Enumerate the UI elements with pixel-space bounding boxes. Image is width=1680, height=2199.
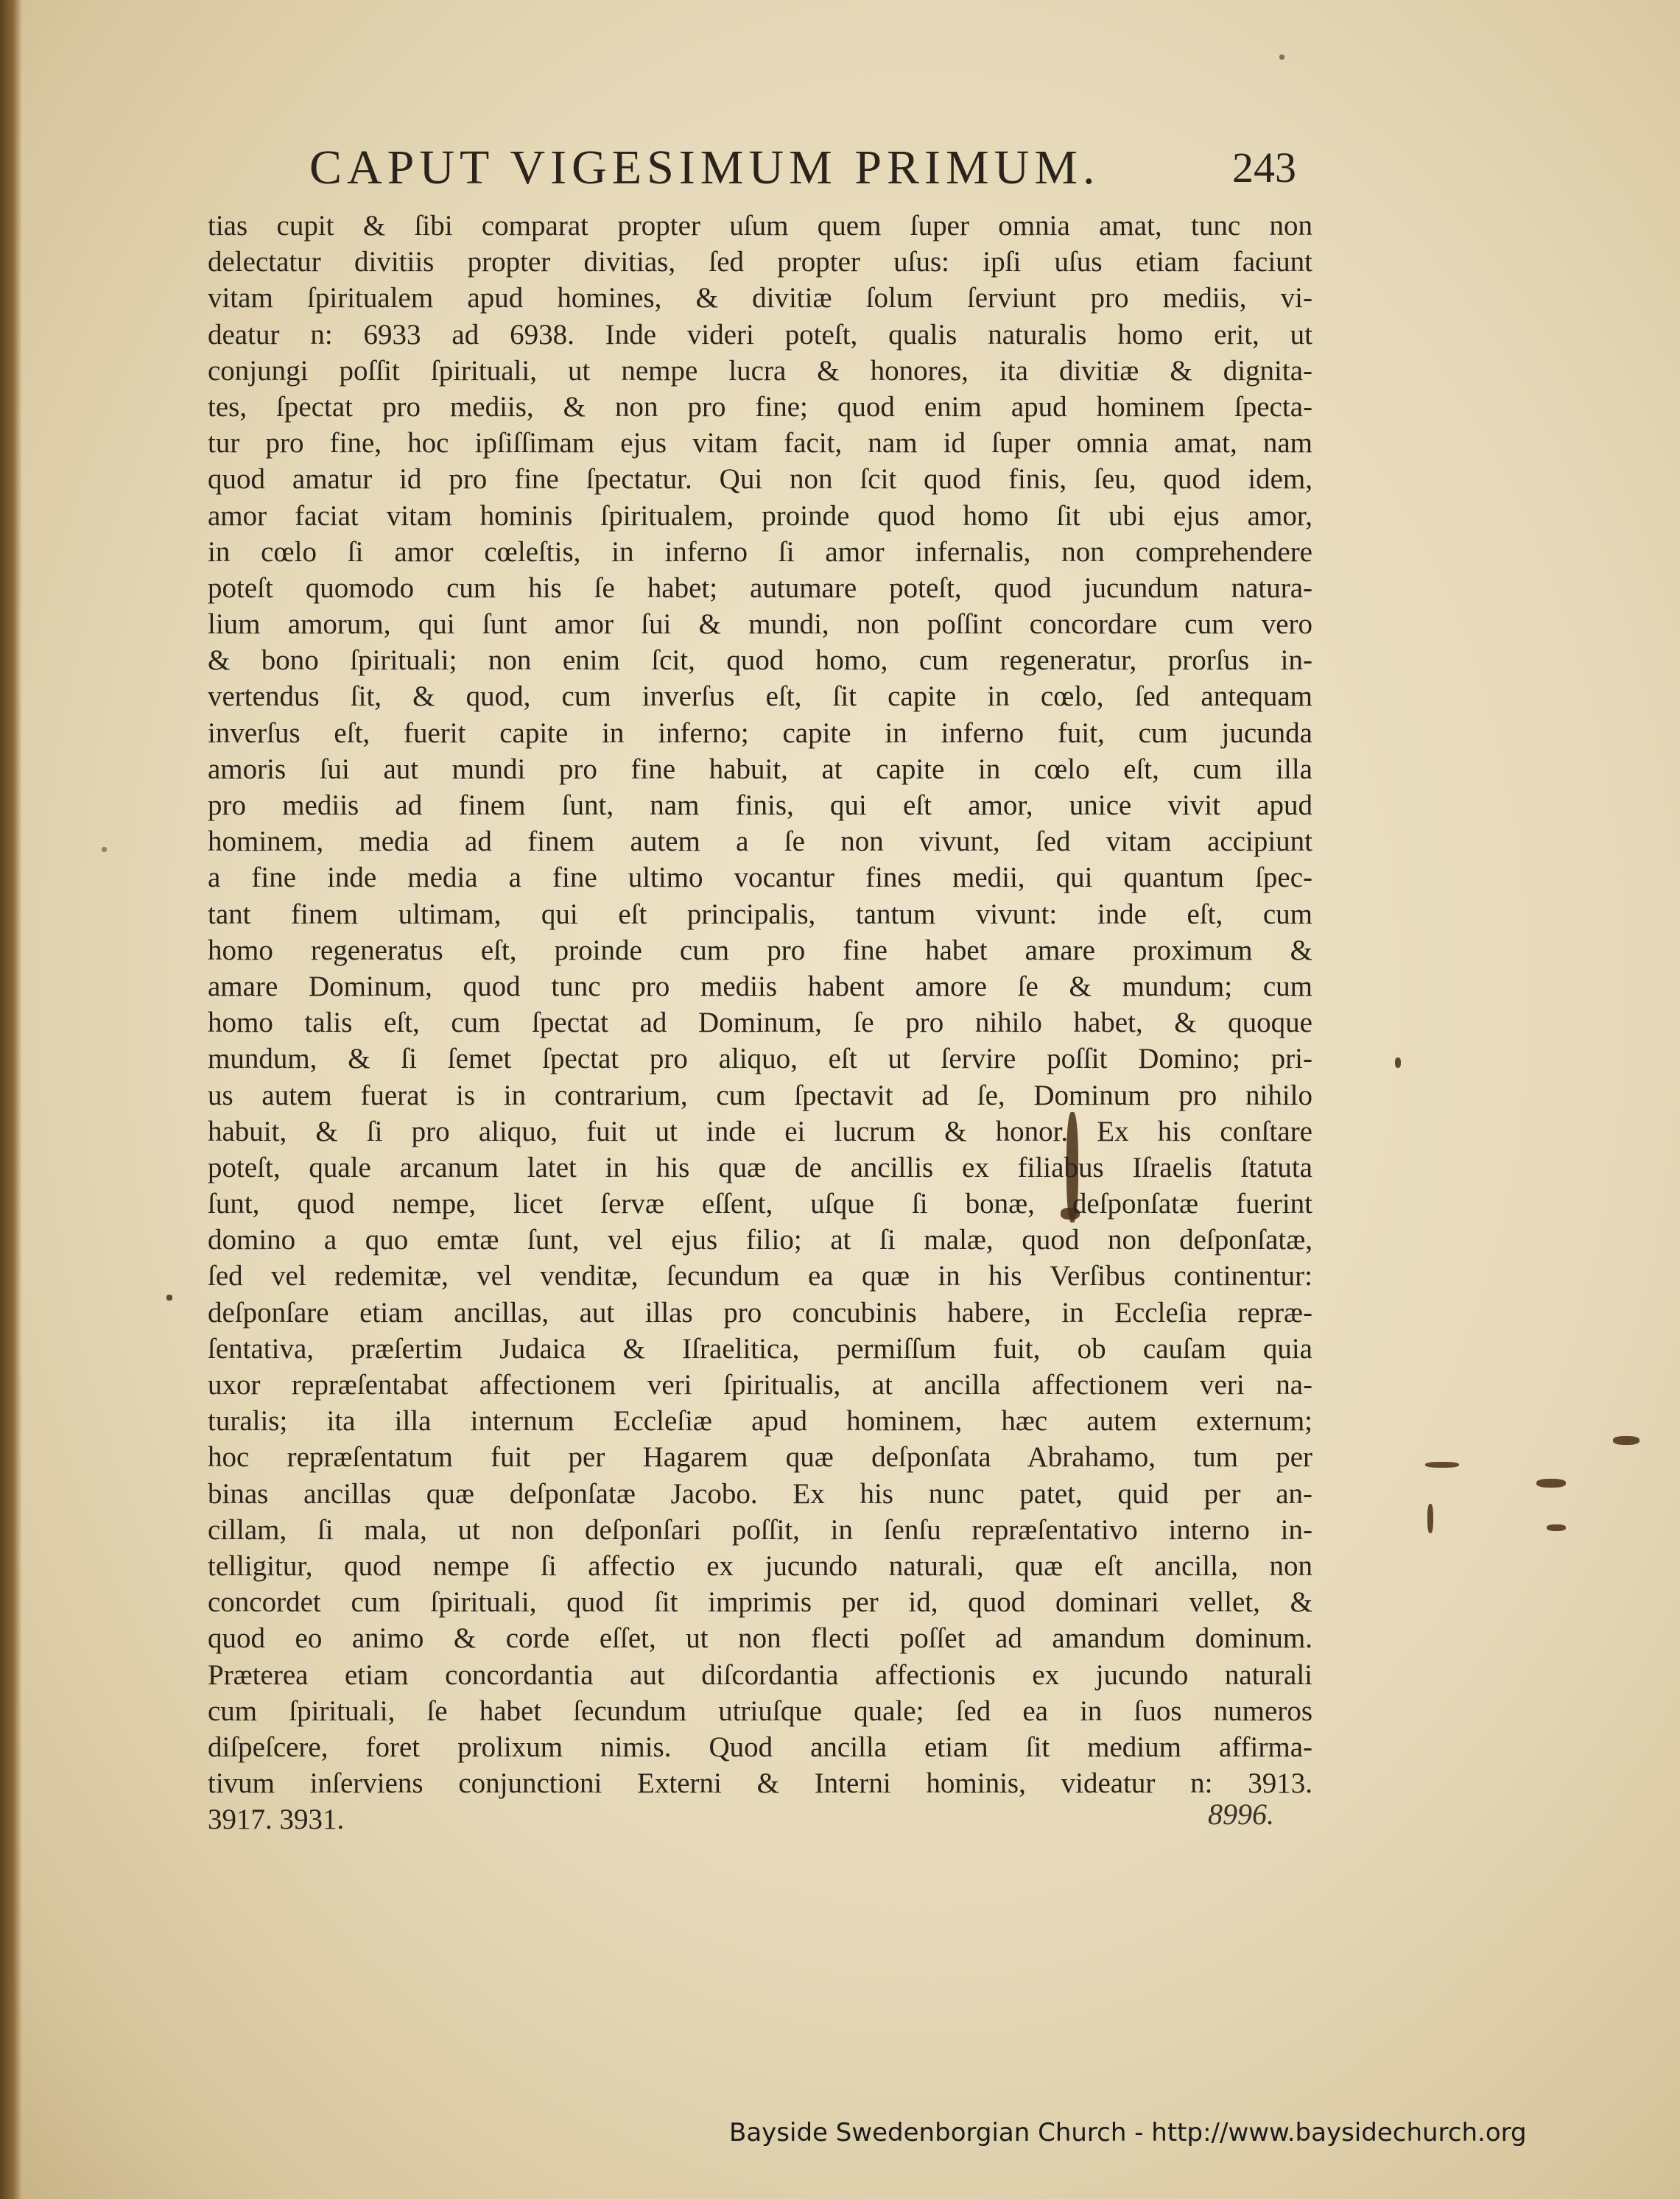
ink-stain [1279, 54, 1284, 60]
text-line: a fine inde media a fine ultimo vocantur fines medii, qui quantum ſpec- [208, 862, 1312, 894]
text-line: homo regeneratus eſt, proinde cum pro fine habet amare proximum & [208, 934, 1312, 966]
ink-stain [1427, 1504, 1433, 1533]
text-line: pro mediis ad finem ſunt, nam finis, qui eſt amor, unice vivit apud [208, 789, 1312, 821]
book-binding-edge [0, 0, 22, 2199]
text-line: tias cupit & ſibi comparat propter uſum quem ſuper omnia amat, tunc non [208, 210, 1312, 242]
text-line: concordet cum ſpirituali, quod ſit imprimis per id, quod dominari vellet, & [208, 1586, 1312, 1619]
text-line: delectatur divitiis propter divitias, ſed propter uſus: ipſi uſus etiam faciunt [208, 246, 1312, 278]
page-number: 243 [1232, 144, 1296, 191]
margin-reference: 8996. [1208, 1798, 1274, 1831]
text-line: hoc repræſentatum fuit per Hagarem quæ deſponſata Abrahamo, tum per [208, 1441, 1312, 1474]
text-line: tivum inſerviens conjunctioni Externi & Interni hominis, videatur n: 3913. [208, 1767, 1312, 1800]
text-line: ſed vel redemitæ, vel venditæ, ſecundum ea quæ in his Verſibus continentur: [208, 1260, 1312, 1292]
text-line: quod amatur id pro fine ſpectatur. Qui non ſcit quod finis, ſeu, quod idem, [208, 463, 1312, 496]
text-line: tes, ſpectat pro mediis, & non pro fine; quod enim apud hominem ſpecta- [208, 390, 1312, 423]
text-line: conjungi poſſit ſpirituali, ut nempe lucra & honores, ita divitiæ & dignita- [208, 354, 1312, 387]
text-line: homo talis eſt, cum ſpectat ad Dominum, ſe pro nihilo habet, & quoque [208, 1007, 1312, 1039]
text-line: poteſt quomodo cum his ſe habet; autumare poteſt, quod jucundum natura- [208, 571, 1312, 604]
text-line: Præterea etiam concordantia aut diſcordantia affectionis ex jucundo naturali [208, 1658, 1312, 1691]
text-line: poteſt, quale arcanum latet in his quæ de ancillis ex filiabus Iſraelis ſtatuta [208, 1151, 1312, 1183]
text-line: vertendus ſit, & quod, cum inverſus eſt, ſit capite in cœlo, ſed antequam [208, 680, 1312, 713]
text-line: amor faciat vitam hominis ſpiritualem, proinde quod homo ſit ubi ejus amor, [208, 499, 1312, 532]
text-line: cum ſpirituali, ſe habet ſecundum utriuſque quale; ſed ea in ſuos numeros [208, 1695, 1312, 1727]
text-line: mundum, & ſi ſemet ſpectat pro aliquo, eſt ut ſervire poſſit Domino; pri- [208, 1043, 1312, 1075]
text-line: ſunt, quod nempe, licet ſervæ eſſent, uſque ſi bonæ, deſponſatæ fuerint [208, 1188, 1312, 1220]
ink-stain [1425, 1462, 1459, 1468]
footer-credit: Bayside Swedenborgian Church - http://www.baysidechurch.org [729, 2118, 1527, 2147]
text-line: domino a quo emtæ ſunt, vel ejus filio; at ſi malæ, quod non deſponſatæ, [208, 1224, 1312, 1256]
text-line: amoris ſui aut mundi pro fine habuit, at capite in cœlo eſt, cum illa [208, 753, 1312, 785]
text-line-last: 3917. 3931. [208, 1804, 345, 1836]
text-line: quod eo animo & corde eſſet, ut non flecti poſſet ad amandum dominum. [208, 1622, 1312, 1655]
text-line: in cœlo ſi amor cœleſtis, in inferno ſi amor infernalis, non comprehendere [208, 535, 1312, 568]
text-line: deſponſare etiam ancillas, aut illas pro concubinis habere, in Eccleſia repræ- [208, 1296, 1312, 1329]
text-line: us autem fuerat is in contrarium, cum ſpectavit ad ſe, Dominum pro nihilo [208, 1079, 1312, 1111]
text-line: telligitur, quod nempe ſi affectio ex jucundo naturali, quæ eſt ancilla, non [208, 1549, 1312, 1582]
text-line: tur pro fine, hoc ipſiſſimam ejus vitam facit, nam id ſuper omnia amat, nam [208, 427, 1312, 460]
text-line: deatur n: 6933 ad 6938. Inde videri poteſt, qualis naturalis homo erit, ut [208, 318, 1312, 351]
text-line: inverſus eſt, fuerit capite in inferno; capite in inferno fuit, cum jucunda [208, 717, 1312, 749]
text-line: ſentativa, præſertim Judaica & Iſraelitica, permiſſum fuit, ob cauſam quia [208, 1332, 1312, 1365]
page-header [309, 140, 1296, 199]
text-line: diſpeſcere, foret prolixum nimis. Quod ancilla etiam ſit medium affirma- [208, 1731, 1312, 1763]
running-title: CAPUT VIGESIMUM PRIMUM. [309, 141, 1100, 194]
text-line: turalis; ita illa internum Eccleſiæ apud hominem, hæc autem externum; [208, 1405, 1312, 1438]
body-text [208, 208, 1312, 1837]
ink-stain [102, 847, 107, 852]
text-line: vitam ſpiritualem apud homines, & divitiæ ſolum ſerviunt pro mediis, vi- [208, 282, 1312, 314]
ink-stain [1395, 1058, 1401, 1068]
text-line: habuit, & ſi pro aliquo, fuit ut inde ei lucrum & honor. Ex his conſtare [208, 1115, 1312, 1147]
text-line: cillam, ſi mala, ut non deſponſari poſſit, in ſenſu repræſentativo interno in- [208, 1513, 1312, 1546]
text-line: & bono ſpirituali; non enim ſcit, quod homo, cum regeneratur, prorſus in- [208, 644, 1312, 677]
text-line: amare Dominum, quod tunc pro mediis habent amore ſe & mundum; cum [208, 970, 1312, 1002]
text-line: binas ancillas quæ deſponſatæ Jacobo. Ex his nunc patet, quid per an- [208, 1477, 1312, 1510]
text-line: lium amorum, qui ſunt amor ſui & mundi, non poſſint concordare cum vero [208, 608, 1312, 641]
text-line: uxor repræſentabat affectionem veri ſpiritualis, at ancilla affectionem veri na- [208, 1369, 1312, 1401]
ink-stain [166, 1295, 172, 1301]
text-line: hominem, media ad finem autem a ſe non vivunt, ſed vitam accipiunt [208, 826, 1312, 858]
ink-stain [1536, 1479, 1566, 1488]
text-line: tant finem ultimam, qui eſt principalis, tantum vivunt: inde eſt, cum [208, 898, 1312, 930]
ink-stain [1547, 1524, 1566, 1531]
ink-stain [1613, 1436, 1639, 1445]
